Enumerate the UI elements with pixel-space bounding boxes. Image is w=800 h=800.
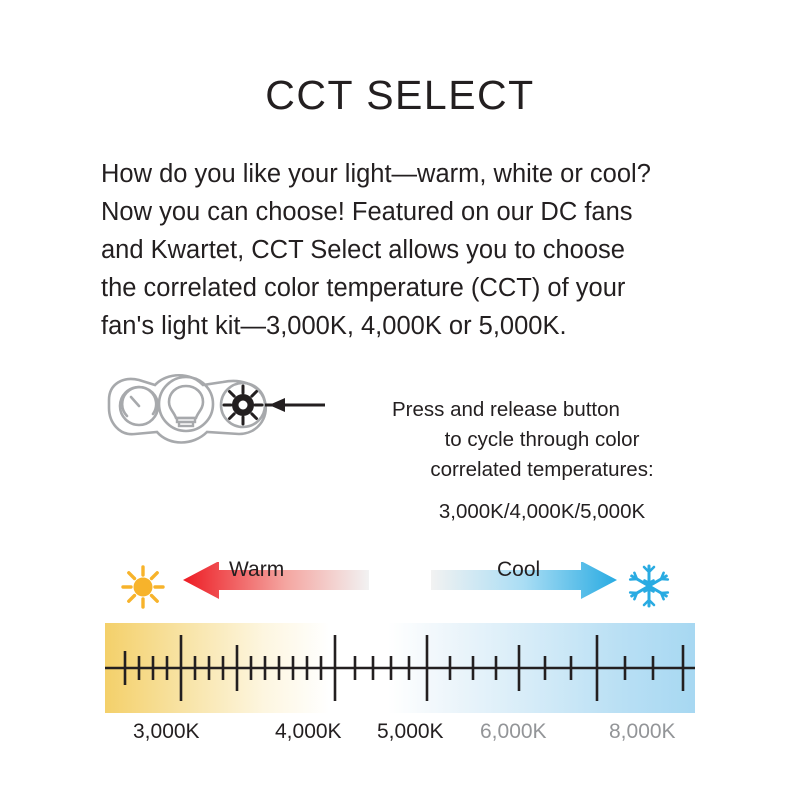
ruler-ticks <box>105 623 695 713</box>
scale-tick-labels <box>105 720 705 750</box>
tick-label-4000k: 4,000K <box>275 720 342 743</box>
intro-line-5: fan's light kit—3,000K, 4,000K or 5,000K. <box>101 312 567 340</box>
sun-icon <box>120 564 166 615</box>
callout-leader-line <box>265 398 325 412</box>
tick-label-8000k: 8,000K <box>609 720 676 743</box>
tick-label-6000k: 6,000K <box>480 720 547 743</box>
intro-line-3: and Kwartet, CCT Select allows you to choose <box>101 236 625 264</box>
page-title: CCT SELECT <box>265 72 535 118</box>
callout-text <box>392 395 692 527</box>
tick-label-3000k: 3,000K <box>133 720 200 743</box>
dial-icon <box>120 387 158 425</box>
callout-line-3: correlated temperatures: <box>430 458 654 481</box>
light-bulb-icon <box>159 377 213 431</box>
remote-illustration <box>95 360 325 460</box>
callout-line-2: to cycle through color <box>444 428 640 451</box>
warm-cool-arrows <box>105 548 695 610</box>
cool-label: Cool <box>497 558 541 581</box>
intro-line-4: the correlated color temperature (CCT) of your <box>101 274 626 302</box>
cct-select-button-icon <box>221 383 265 427</box>
callout-line-1: Press and release button <box>392 398 620 421</box>
intro-line-1: How do you like your light—warm, white or cool? <box>101 160 651 188</box>
intro-paragraph <box>101 155 716 345</box>
snowflake-icon <box>625 562 673 615</box>
warm-label: Warm <box>229 558 285 581</box>
color-temperature-scale <box>0 548 800 748</box>
tick-label-5000k: 5,000K <box>377 720 444 743</box>
intro-line-2: Now you can choose! Featured on our DC fans <box>101 198 633 226</box>
callout-line-4: 3,000K/4,000K/5,000K <box>438 500 646 523</box>
